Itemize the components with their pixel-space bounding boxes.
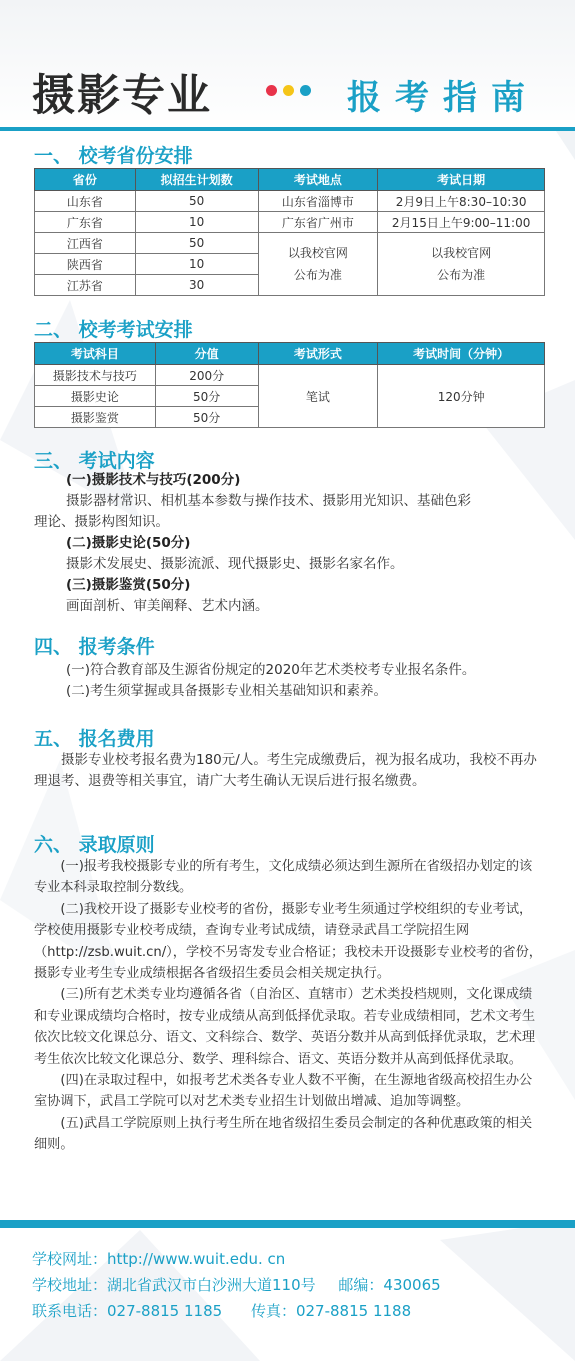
header-divider [0, 127, 575, 131]
dot-blue [300, 85, 311, 96]
section-3-title: 三、 考试内容 [34, 450, 155, 472]
col-header-place: 考试地点 [258, 169, 378, 191]
col-header-form: 考试形式 [258, 343, 378, 365]
content-item-text: 摄影术发展史、摄影流派、现代摄影史、摄影名家名作。 [66, 556, 404, 572]
eligibility-list [34, 660, 544, 702]
exam-content [34, 470, 544, 617]
website-line[interactable]: 学校网址：http://www.wuit.edu. cn [32, 1250, 286, 1268]
content-item-heading: (二)摄影史论(50分) [66, 535, 191, 551]
cell-province: 江西省 [35, 233, 136, 254]
admission-rule: (一)报考我校摄影专业的所有考生，文化成绩必须达到生源所在省级招办划定的该专业本科录取控制分数线。 [34, 859, 533, 896]
section-2-title: 二、 校考考试安排 [34, 319, 193, 341]
contact-info [32, 1246, 552, 1324]
cell-province: 陕西省 [35, 254, 136, 275]
table-header-row [35, 343, 545, 365]
admission-rule: (五)武昌工学院原则上执行考生所在地省级招生委员会制定的各种优惠政策的相关细则。 [34, 1115, 533, 1153]
dot-yellow [283, 85, 294, 96]
admission-rule: (四)在录取过程中，如报考艺术类各专业人数不平衡，在生源地省级高校招生办公室协调下，武昌工学院可以对艺术类专业招生计划做出增减、追加等调整。 [34, 1073, 533, 1110]
cell-score: 50分 [155, 386, 258, 407]
cell-subject: 摄影史论 [35, 386, 156, 407]
cell-plan: 10 [135, 254, 258, 275]
table-row [35, 212, 545, 233]
eligibility-item: (二)考生须掌握或具备摄影专业相关基础知识和素养。 [66, 683, 388, 699]
province-schedule-table [34, 168, 545, 296]
phone-line [32, 1298, 552, 1324]
table-header-row [35, 169, 545, 191]
admission-rule: (三)所有艺术类专业均遵循各省（自治区、直辖市）艺术类投档规则，文化课成绩和专业课成绩均合格时，按专业成绩从高到低择优录取。若专业成绩相同，艺术文考生依次比较文化课总分、语文、文科综合、数学、英语分数并从高到低择优录取，艺术理考生依次比较文化课总分、数学、理科综合、语文、英语分数并从高到低择优录取。 [34, 987, 536, 1067]
cell-time-merged: 120分钟 [378, 365, 545, 428]
address-text: 学校地址：湖北省武汉市白沙洲大道110号 [32, 1276, 316, 1294]
cell-place: 山东省淄博市 [258, 191, 378, 212]
cell-plan: 30 [135, 275, 258, 296]
address-line [32, 1272, 552, 1298]
content-item-text: 画面剖析、审美阐释、艺术内涵。 [66, 598, 269, 614]
col-header-plan: 拟招生计划数 [135, 169, 258, 191]
cell-province: 江苏省 [35, 275, 136, 296]
content-item-heading: (一)摄影技术与技巧(200分) [66, 472, 241, 488]
col-header-province: 省份 [35, 169, 136, 191]
cell-date: 2月15日上午9:00–11:00 [378, 212, 545, 233]
fee-text: 摄影专业校考报名费为180元/人。考生完成缴费后，视为报名成功，我校不再办理退考、退费等相关事宜，请广大考生确认无误后进行报名缴费。 [34, 752, 537, 789]
cell-date-merged [378, 233, 545, 296]
col-header-date: 考试日期 [378, 169, 545, 191]
table-row [35, 365, 545, 386]
cell-subject: 摄影鉴赏 [35, 407, 156, 428]
eligibility-item: (一)符合教育部及生源省份规定的2020年艺术类校考专业报名条件。 [66, 662, 476, 678]
cell-place: 广东省广州市 [258, 212, 378, 233]
page-title: 摄影专业 [32, 71, 212, 121]
cell-place-merged [258, 233, 378, 296]
merged-date-line: 以我校官网 [431, 246, 492, 260]
content-item-text: 理论、摄影构图知识。 [34, 514, 169, 530]
merged-place-line: 以我校官网 [287, 246, 348, 260]
content-item-heading: (三)摄影鉴赏(50分) [66, 577, 191, 593]
cell-province: 山东省 [35, 191, 136, 212]
cell-plan: 50 [135, 233, 258, 254]
cell-subject: 摄影技术与技巧 [35, 365, 156, 386]
table-row [35, 233, 545, 254]
merged-place-line: 公布为准 [293, 268, 342, 282]
section-6-title: 六、 录取原则 [34, 834, 155, 856]
postcode-text: 邮编：430065 [338, 1276, 441, 1294]
cell-form-merged: 笔试 [258, 365, 378, 428]
section-5-title: 五、 报名费用 [34, 728, 155, 750]
cell-plan: 10 [135, 212, 258, 233]
col-header-subject: 考试科目 [35, 343, 156, 365]
dots-decoration [266, 85, 311, 96]
cell-date: 2月9日上午8:30–10:30 [378, 191, 545, 212]
admission-rule: (二)我校开设了摄影专业校考的省份，摄影专业考生须通过学校组织的专业考试，学校使用摄影专业校考成绩，查询专业考试成绩，请登录武昌工学院招生网（http://zsb.wuit.cn/），学校不另寄发专业合格证；我校未开设摄影专业校考的省份，摄影专业考生专业成绩根据各省级招生委员会相关规定执行。 [34, 901, 542, 982]
dot-red [266, 85, 277, 96]
table-row [35, 191, 545, 212]
cell-province: 广东省 [35, 212, 136, 233]
section-1-title: 一、 校考省份安排 [34, 145, 193, 167]
col-header-time: 考试时间（分钟） [378, 343, 545, 365]
fax-text: 传真：027-8815 1188 [250, 1302, 412, 1320]
cell-plan: 50 [135, 191, 258, 212]
col-header-score: 分值 [155, 343, 258, 365]
phone-text: 联系电话：027-8815 1185 [32, 1302, 223, 1320]
cell-score: 50分 [155, 407, 258, 428]
page-subtitle: 报考指南 [347, 78, 539, 118]
admission-rules [34, 856, 544, 1156]
fee-text-block [34, 750, 544, 792]
content-item-text: 摄影器材常识、相机基本参数与操作技术、摄影用光知识、基础色彩 [66, 493, 471, 509]
exam-schedule-table [34, 342, 545, 428]
cell-score: 200分 [155, 365, 258, 386]
section-4-title: 四、 报考条件 [34, 636, 155, 658]
merged-date-line: 公布为准 [437, 268, 486, 282]
footer-divider [0, 1220, 575, 1228]
